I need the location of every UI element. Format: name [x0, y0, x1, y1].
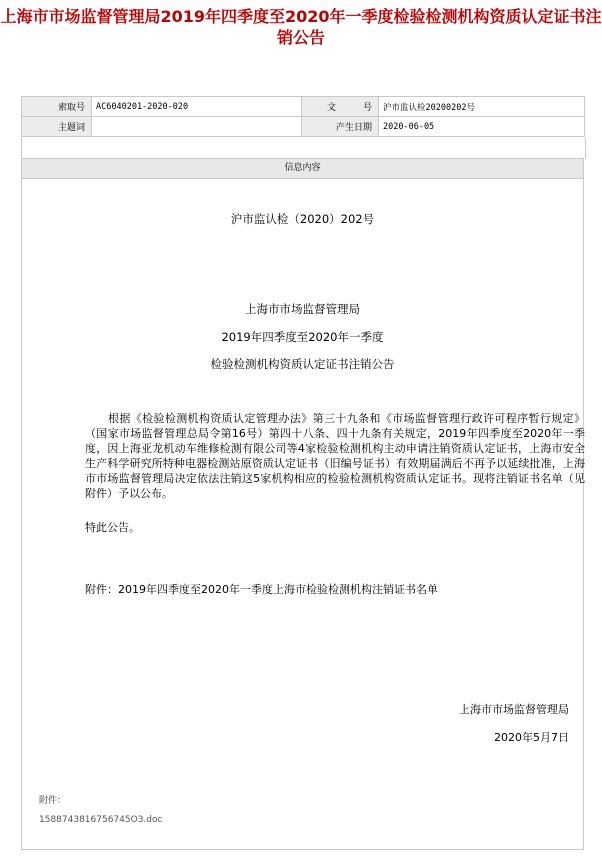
page-title: 上海市市场监督管理局2019年四季度至2020年一季度检验检测机构资质认定证书注销公告	[0, 7, 602, 47]
signature: 上海市市场监督管理局	[459, 703, 569, 716]
attachment-file-link[interactable]: 1588743816756745O3.doc	[39, 815, 163, 825]
subject-value	[92, 117, 302, 137]
attachment-label: 附件：	[39, 796, 67, 806]
content-frame	[21, 158, 584, 850]
doc-number-value: 沪市监认检20200202号	[379, 97, 585, 117]
metadata-table	[21, 96, 585, 137]
notice-text: 特此公告。	[85, 521, 140, 534]
index-label: 索取号	[22, 97, 92, 117]
spacer-row	[21, 138, 586, 159]
content-header: 信息内容	[22, 159, 583, 179]
index-value: AC6040201-2020-020	[92, 97, 302, 117]
date-value: 2020-06-05	[379, 117, 585, 137]
sign-date: 2020年5月7日	[494, 731, 569, 744]
date-label: 产生日期	[302, 117, 379, 137]
subject-label: 主题词	[22, 117, 92, 137]
subtitle-topic: 检验检测机构资质认定证书注销公告	[210, 357, 395, 371]
attachment-line: 附件：2019年四季度至2020年一季度上海市检验检测机构注销证书名单	[85, 583, 438, 596]
doc-number-label: 文 号	[302, 97, 379, 117]
subtitle-period: 2019年四季度至2020年一季度	[221, 330, 384, 344]
doc-number: 沪市监认检（2020）202号	[230, 212, 375, 226]
issuer-heading: 上海市市场监督管理局	[245, 302, 360, 316]
body-paragraph: 根据《检验检测机构资质认定管理办法》第三十九条和《市场监督管理行政许可程序暂行规定》（国家市场监督管理总局令第16号）第四十八条、四十九条有关规定，2019年四季度至2020年一季度，因上海亚龙机动车维修检测有限公司等4家检验检测机构主动申请注销资质认定证书，上海市安全生产科学研究所特种电器检测站原资质认定证书（旧编号证书）有效期届满后不再予以延续批准，上海市市场监督管理局决定依法注销这5家机构相应的检验检测机构资质认定证书。现将注销证书名单（见附件）予以公布。	[85, 412, 585, 500]
